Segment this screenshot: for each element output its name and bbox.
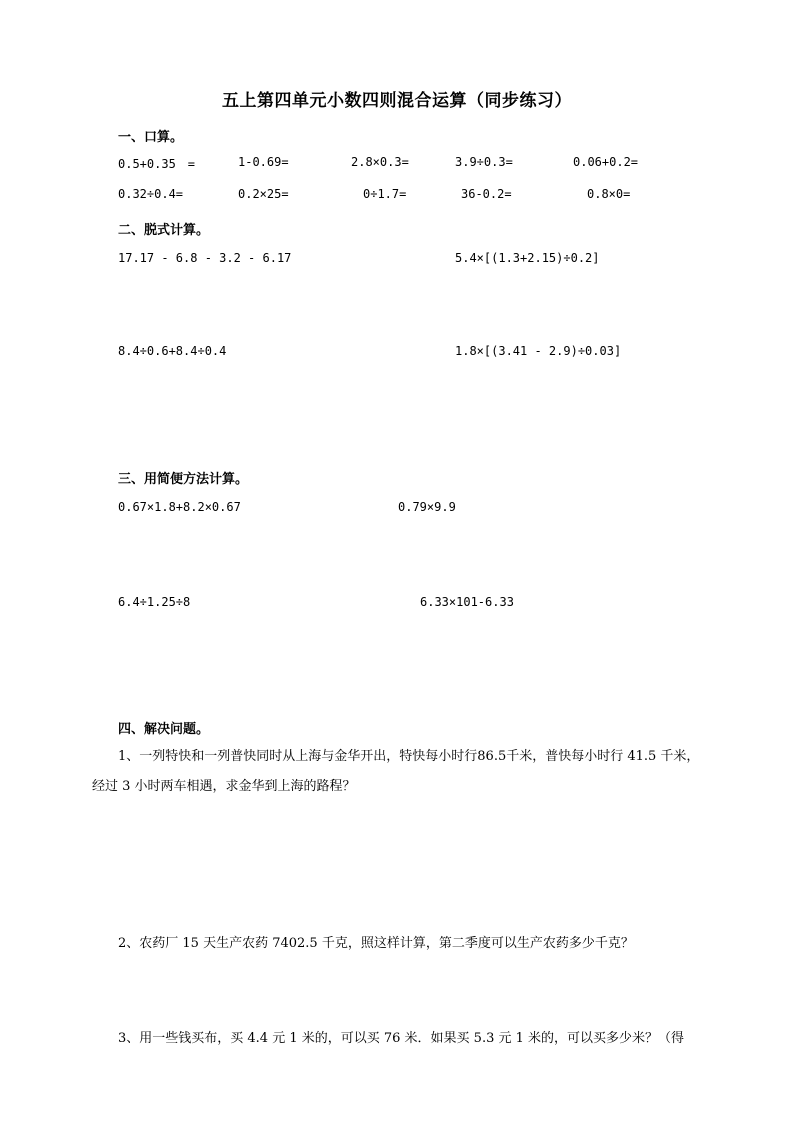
- calc-item: 1.8×[(3.41 - 2.9)÷0.03]: [455, 344, 622, 358]
- calc-item: 5.4×[(1.3+2.15)÷0.2]: [455, 251, 600, 265]
- word-problem-text: 2、农药厂 15 天生产农药 7402.5 千克，照这样计算，第二季度可以生产农药多少千克？: [118, 936, 634, 951]
- oral-item: 2.8×0.3=: [351, 155, 409, 169]
- oral-item: 1-0.69=: [238, 155, 289, 169]
- section2-heading: 二、脱式计算。: [118, 223, 210, 238]
- oral-item: 0.5+0.35 =: [118, 157, 196, 171]
- oral-item: 0.32÷0.4=: [118, 187, 184, 201]
- oral-item: 0.8×0=: [587, 187, 631, 201]
- word-problem: [92, 929, 712, 959]
- word-problem: [92, 1024, 712, 1054]
- section4-heading: 四、解决问题。: [118, 722, 210, 737]
- simplify-item: 0.67×1.8+8.2×0.67: [118, 500, 241, 514]
- oral-item: 0.2×25=: [238, 187, 289, 201]
- calc-item: 17.17 - 6.8 - 3.2 - 6.17: [118, 251, 292, 265]
- oral-item: 0÷1.7=: [363, 187, 407, 201]
- section1-heading: 一、口算。: [118, 130, 184, 145]
- calc-item: 8.4÷0.6+8.4÷0.4: [118, 344, 227, 358]
- section3-heading: 三、用简便方法计算。: [118, 472, 249, 487]
- oral-item: 36-0.2=: [461, 187, 512, 201]
- simplify-item: 6.33×101-6.33: [420, 595, 514, 609]
- page-title: 五上第四单元小数四则混合运算（同步练习）: [222, 91, 572, 111]
- oral-item: 3.9÷0.3=: [455, 155, 513, 169]
- word-problem: [92, 742, 712, 802]
- word-problem-text: 3、用一些钱买布，买 4.4 元 1 米的，可以买 76 米．如果买 5.3 元 1 米的，可以买多少米？（得: [118, 1031, 685, 1046]
- oral-item: 0.06+0.2=: [573, 155, 639, 169]
- simplify-item: 6.4÷1.25÷8: [118, 595, 191, 609]
- word-problem-text: 1、一列特快和一列普快同时从上海与金华开出，特快每小时行86.5千米，普快每小时行 41.5 千米，经过 3 小时两车相遇，求金华到上海的路程？: [92, 749, 700, 794]
- simplify-item: 0.79×9.9: [398, 500, 456, 514]
